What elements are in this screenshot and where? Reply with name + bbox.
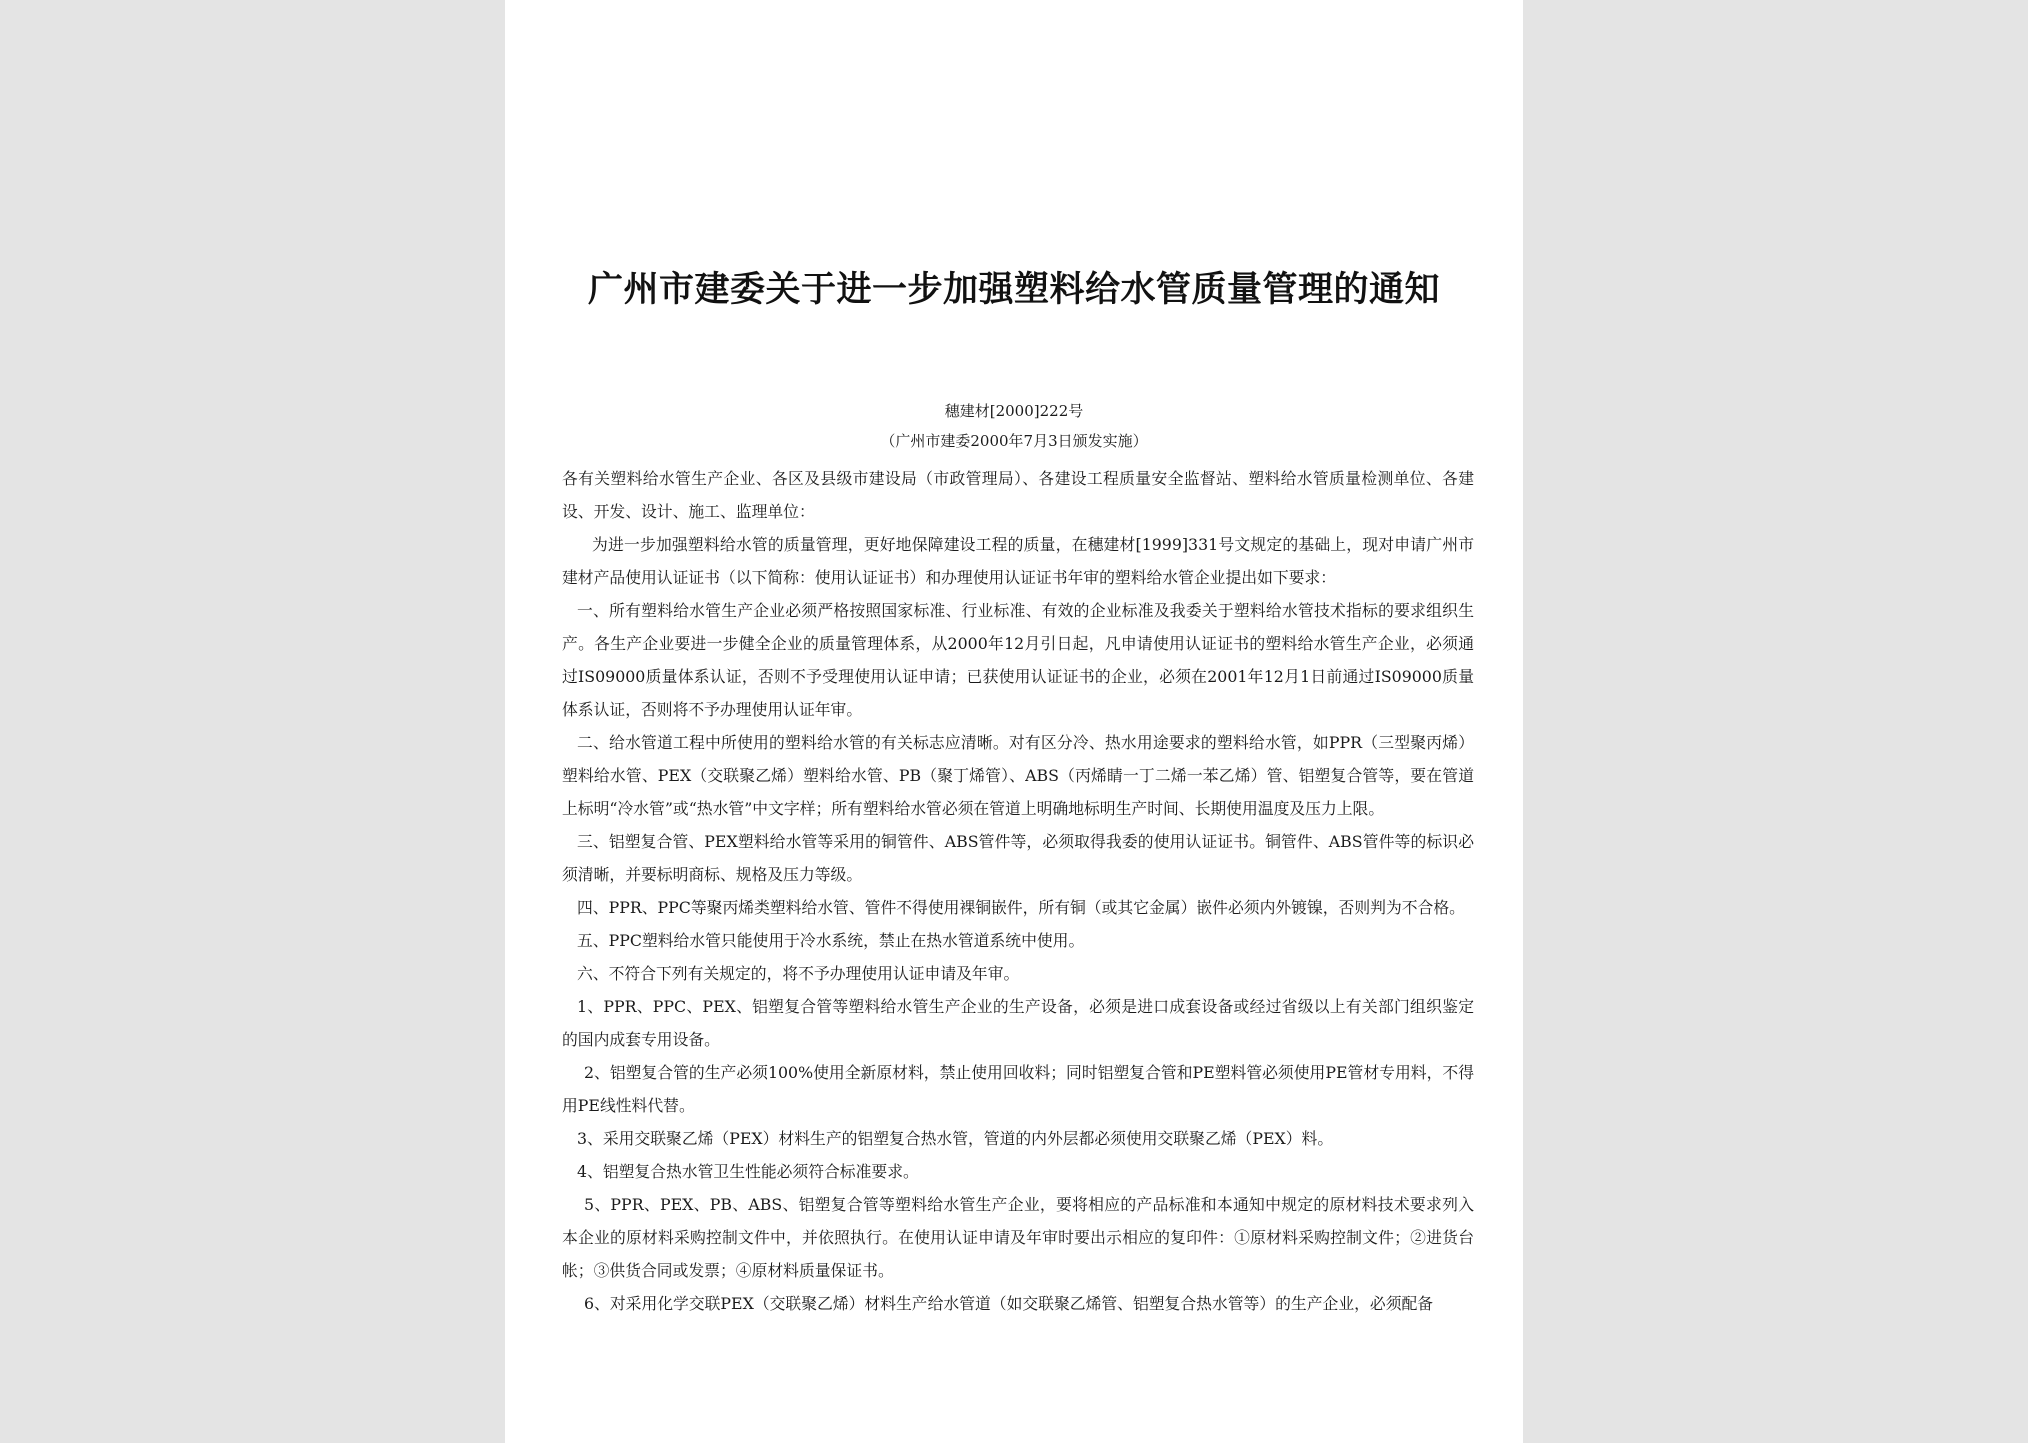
paragraph-subitem-3: 3、采用交联聚乙烯（PEX）材料生产的铝塑复合热水管，管道的内外层都必须使用交联聚乙烯（PEX）料。 <box>577 1129 1334 1148</box>
paragraph-subitem-5: 5、PPR、PEX、PB、ABS、铝塑复合管等塑料给水管生产企业，要将相应的产品标准和本通知中规定的原材料技术要求列入本企业的原材料采购控制文件中，并依照执行。在使用认证申请及年审时要出示相应的复印件：①原材料采购控制文件；②进货台帐；③供货合同或发票；④原材料质量保证书。 <box>562 1195 1474 1280</box>
document-title: 广州市建委关于进一步加强塑料给水管质量管理的通知 <box>587 269 1440 310</box>
paragraph-item-3: 三、铝塑复合管、PEX塑料给水管等采用的铜管件、ABS管件等，必须取得我委的使用认证证书。铜管件、ABS管件等的标识必须清晰，并要标明商标、规格及压力等级。 <box>562 832 1474 884</box>
paragraph-addressees: 各有关塑料给水管生产企业、各区及县级市建设局（市政管理局）、各建设工程质量安全监督站、塑料给水管质量检测单位、各建设、开发、设计、施工、监理单位： <box>562 469 1474 521</box>
paragraph-subitem-6: 6、对采用化学交联PEX（交联聚乙烯）材料生产给水管道（如交联聚乙烯管、铝塑复合热水管等）的生产企业，必须配备 <box>584 1294 1434 1313</box>
paragraph-item-4: 四、PPR、PPC等聚丙烯类塑料给水管、管件不得使用裸铜嵌件，所有铜（或其它金属）嵌件必须内外镀镍，否则判为不合格。 <box>577 898 1465 917</box>
paragraph-intro: 为进一步加强塑料给水管的质量管理，更好地保障建设工程的质量，在穗建材[1999]331号文规定的基础上，现对申请广州市建材产品使用认证证书（以下简称：使用认证证书）和办理使用认证证书年审的塑料给水管企业提出如下要求： <box>562 535 1474 587</box>
document-body <box>562 462 1474 1320</box>
paragraph-subitem-1: 1、PPR、PPC、PEX、铝塑复合管等塑料给水管生产企业的生产设备，必须是进口成套设备或经过省级以上有关部门组织鉴定的国内成套专用设备。 <box>562 997 1474 1049</box>
paragraph-item-5: 五、PPC塑料给水管只能使用于冷水系统，禁止在热水管道系统中使用。 <box>577 931 1085 950</box>
paragraph-subitem-4: 4、铝塑复合热水管卫生性能必须符合标准要求。 <box>577 1162 919 1181</box>
paragraph-subitem-2: 2、铝塑复合管的生产必须100%使用全新原材料，禁止使用回收料；同时铝塑复合管和PE塑料管必须使用PE管材专用料，不得用PE线性料代替。 <box>562 1063 1474 1115</box>
paragraph-item-2: 二、给水管道工程中所使用的塑料给水管的有关标志应清晰。对有区分冷、热水用途要求的塑料给水管，如PPR（三型聚丙烯）塑料给水管、PEX（交联聚乙烯）塑料给水管、PB（聚丁烯管）、ABS（丙烯睛一丁二烯一苯乙烯）管、铝塑复合管等，要在管道上标明“冷水管”或“热水管”中文字样；所有塑料给水管必须在管道上明确地标明生产时间、长期使用温度及压力上限。 <box>562 733 1474 818</box>
paragraph-item-6: 六、不符合下列有关规定的，将不予办理使用认证申请及年审。 <box>577 964 1020 983</box>
document-page <box>505 0 1523 1443</box>
paragraph-item-1: 一、所有塑料给水管生产企业必须严格按照国家标准、行业标准、有效的企业标准及我委关于塑料给水管技术指标的要求组织生产。各生产企业要进一步健全企业的质量管理体系，从2000年12月引日起，凡申请使用认证证书的塑料给水管生产企业，必须通过IS09000质量体系认证，否则不予受理使用认证申请；已获使用认证证书的企业，必须在2001年12月1日前通过IS09000质量体系认证，否则将不予办理使用认证年审。 <box>562 601 1474 719</box>
issue-note: （广州市建委2000年7月3日颁发实施） <box>880 432 1148 450</box>
document-number: 穗建材[2000]222号 <box>944 402 1084 420</box>
